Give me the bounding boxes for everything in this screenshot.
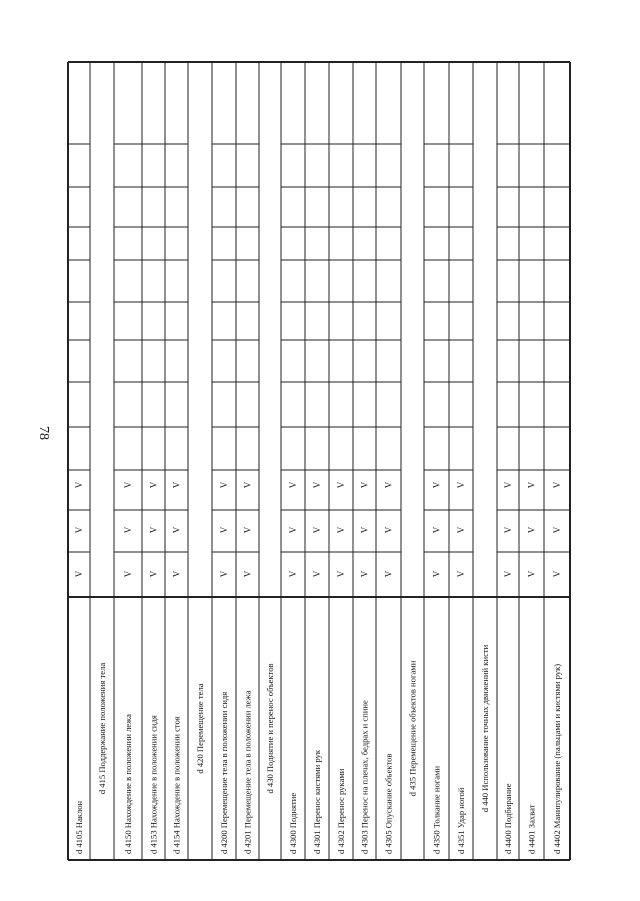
section-heading: d 415 Поддержание положения тела	[97, 662, 107, 795]
row-mark: V	[336, 570, 346, 578]
row-label: d 4301 Перенос кистями рук	[312, 749, 322, 854]
row-label: d 4402 Манипулирование (пальцами и кистями рук)	[552, 663, 562, 854]
row-mark: V	[148, 481, 159, 489]
row-mark: V	[148, 570, 159, 578]
row-label: d 4305 Опускание объектов	[383, 753, 394, 854]
row-mark: V	[431, 570, 442, 578]
page-number: 78	[36, 426, 51, 440]
row-mark: V	[359, 526, 370, 534]
row-label: d 4200 Перемещение тела в положении сидя	[219, 691, 229, 854]
row-mark: V	[503, 481, 513, 489]
row-mark: V	[219, 526, 229, 534]
section-heading: d 435 Перемещение объектов ногами	[407, 660, 418, 797]
row-label: d 4302 Перенос руками	[336, 768, 346, 854]
row-mark: V	[336, 526, 346, 534]
row-mark: V	[431, 481, 442, 489]
row-label: d 4105 Наклон	[74, 800, 84, 854]
row-mark: V	[242, 481, 253, 489]
row-mark: V	[359, 481, 370, 489]
row-label: d 4303 Перенос на плечах, бедрах и спине	[359, 700, 370, 854]
section-heading: d 440 Использование точных движений кисти	[480, 644, 490, 813]
row-mark: V	[552, 481, 562, 489]
row-mark: V	[171, 570, 182, 578]
row-mark: V	[288, 481, 298, 489]
row-mark: V	[74, 526, 84, 534]
row-mark: V	[219, 570, 229, 578]
row-mark: V	[456, 526, 466, 534]
row-label: d 4154 Нахождение в положении стоя	[171, 716, 182, 854]
row-mark: V	[312, 526, 322, 534]
row-label: d 4150 Нахождение в положении лежа	[123, 714, 133, 854]
row-mark: V	[383, 481, 394, 489]
row-mark: V	[171, 526, 182, 534]
row-label: d 4201 Перемещение тела в положении лежа	[242, 690, 253, 854]
row-mark: V	[219, 481, 229, 489]
row-mark: V	[148, 526, 159, 534]
row-mark: V	[288, 526, 298, 534]
row-mark: V	[431, 526, 442, 534]
row-label: d 4300 Поднятие	[288, 792, 298, 854]
row-mark: V	[123, 570, 133, 578]
row-mark: V	[456, 481, 466, 489]
assessment-table	[68, 62, 570, 860]
row-mark: V	[526, 570, 537, 578]
row-mark: V	[383, 570, 394, 578]
row-mark: V	[503, 570, 513, 578]
row-mark: V	[312, 570, 322, 578]
row-label: d 4350 Толкание ногами	[431, 765, 442, 854]
row-mark: V	[74, 570, 84, 578]
row-label: d 4153 Нахождение в положении сидя	[148, 715, 159, 854]
row-mark: V	[288, 570, 298, 578]
section-heading: d 420 Перемещение тела	[195, 683, 205, 774]
row-mark: V	[123, 526, 133, 534]
row-mark: V	[74, 481, 84, 489]
section-heading: d 430 Поднятие и перенос объектов	[265, 663, 275, 794]
assessment-table-grid	[68, 62, 570, 860]
row-mark: V	[552, 570, 562, 578]
row-mark: V	[242, 570, 253, 578]
row-mark: V	[383, 526, 394, 534]
row-label: d 4351 Удар ногой	[456, 787, 466, 854]
row-mark: V	[456, 570, 466, 578]
row-mark: V	[552, 526, 562, 534]
row-mark: V	[359, 570, 370, 578]
row-mark: V	[123, 481, 133, 489]
row-mark: V	[171, 481, 182, 489]
row-label: d 4401 Захват	[526, 804, 537, 854]
row-mark: V	[526, 481, 537, 489]
row-mark: V	[242, 526, 253, 534]
row-mark: V	[526, 526, 537, 534]
row-label: d 4400 Подбирание	[503, 783, 513, 854]
row-mark: V	[336, 481, 346, 489]
row-mark: V	[503, 526, 513, 534]
row-mark: V	[312, 481, 322, 489]
